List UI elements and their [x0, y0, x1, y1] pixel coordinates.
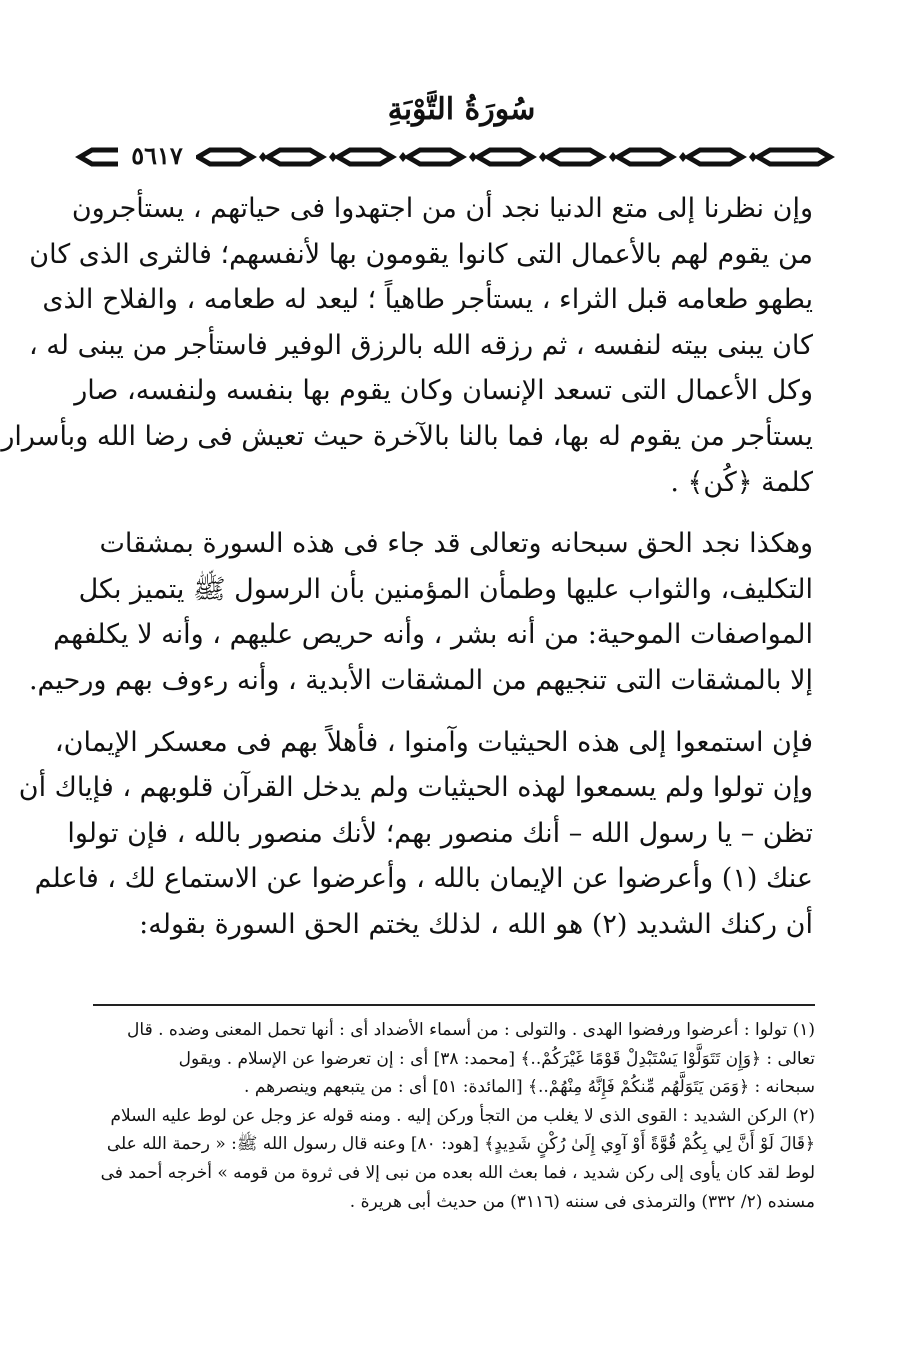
footnote-line: ﴿قَالَ لَوْ أَنَّ لِي بِكُمْ قُوَّةً أَوْ آوِي إِلَىٰ رُكْنٍ شَدِيدٍ﴾ [هود: ٨٠] وعنه قال رسول الله ﷺ: « رحمة الله على [106, 1134, 815, 1155]
text-line: كان يبنى بيته لنفسه ، ثم رزقه الله بالرزق الوفير فاستأجر من يبنى له ، [28, 329, 813, 361]
text-line: وإن نظرنا إلى متع الدنيا نجد أن من اجتهدوا فى حياتهم ، يستأجرون [71, 193, 813, 224]
text-line: عنك (١) وأعرضوا عن الإيمان بالله ، وأعرضوا عن الاستماع لك ، فاعلم [34, 863, 813, 895]
text-line: من يقوم لهم بالأعمال التى كانوا يقومون بها لأنفسهم؛ فالثرى الذى كان [29, 238, 813, 270]
text-line: وإن تولوا ولم يسمعوا لهذه الحيثيات ولم يدخل القرآن قلوبهم ، فإياك أن [18, 772, 813, 804]
footnote-line: سبحانه : ﴿وَمَن يَتَوَلَّهُم مِّنكُمْ فَإِنَّهُ مِنْهُمْ..﴾ [المائدة: ٥١] أى : من يتبعهم وينصرهم . [244, 1077, 815, 1098]
paragraph-2 [28, 521, 813, 703]
footnote-line: تعالى : ﴿وَإِن تَتَوَلَّوْا يَسْتَبْدِلْ قَوْمًا غَيْرَكُمْ..﴾ [محمد: ٣٨] أى : إن تعرضوا عن الإسلام . ويقول [178, 1048, 815, 1069]
footnote-line: (٢) الركن الشديد : القوى الذى لا يغلب من التجأ وركن إليه . ومنه قوله عز وجل عن لوط عليه السلام [110, 1105, 815, 1126]
text-line: يطهو طعامه قبل الثراء ، يستأجر طاهياً ؛ ليعد له طعامه ، والفلاح الذى [42, 284, 813, 316]
text-line: يستأجر من يقوم له بها، فما بالنا بالآخرة حيث تعيش فى رضا الله وبأسرار [1, 420, 813, 452]
page-number: ٥٦١٧ [118, 138, 196, 174]
text-line: التكليف، والثواب عليها وطمأن المؤمنين بأن الرسول ﷺ يتميز بكل [78, 573, 813, 605]
text-line: أن ركنك الشديد (٢) هو الله ، لذلك يختم الحق السورة بقوله: [139, 908, 813, 940]
footnote-line: لوط لقد كان يأوى إلى ركن شديد ، فما بعث الله بعده من نبى إلا فى ثروة من قومه » أخرجه أحمد فى [100, 1162, 815, 1183]
surah-title: سُورَةُ التَّوْبَةِ [387, 92, 536, 127]
main-text [1, 186, 813, 964]
footnote-line: مسنده (٢/ ٣٣٢) والترمذى فى سننه (٣١١٦) من حديث أبى هريرة . [349, 1191, 815, 1212]
text-line: كلمة ﴿كُن﴾ . [670, 466, 813, 498]
paragraph-1 [1, 186, 813, 505]
paragraph-3 [18, 720, 813, 948]
footnotes [93, 1004, 815, 1216]
footnote-line: (١) تولوا : أعرضوا ورفضوا الهدى . والتولى : من أسماء الأضداد أى : أنها تحمل المعنى وضده . قال [127, 1020, 815, 1040]
text-line: وهكذا نجد الحق سبحانه وتعالى قد جاء فى هذه السورة بمشقات [99, 528, 813, 560]
text-line: فإن استمعوا إلى هذه الحيثيات وآمنوا ، فأهلاً بهم فى معسكر الإيمان، [54, 726, 813, 758]
text-line: المواصفات الموحية: من أنه بشر ، وأنه حريص عليهم ، وأنه لا يكلفهم [53, 619, 813, 651]
text-line: وكل الأعمال التى تسعد الإنسان وكان يقوم بها بنفسه ولنفسه، صار [74, 375, 813, 407]
text-line: تظن – يا رسول الله – أنك منصور بهم؛ لأنك منصور بالله ، فإن تولوا [67, 817, 813, 849]
text-line: إلا بالمشقات التى تنجيهم من المشقات الأبدية ، وأنه رءوف بهم ورحيم. [28, 664, 813, 696]
